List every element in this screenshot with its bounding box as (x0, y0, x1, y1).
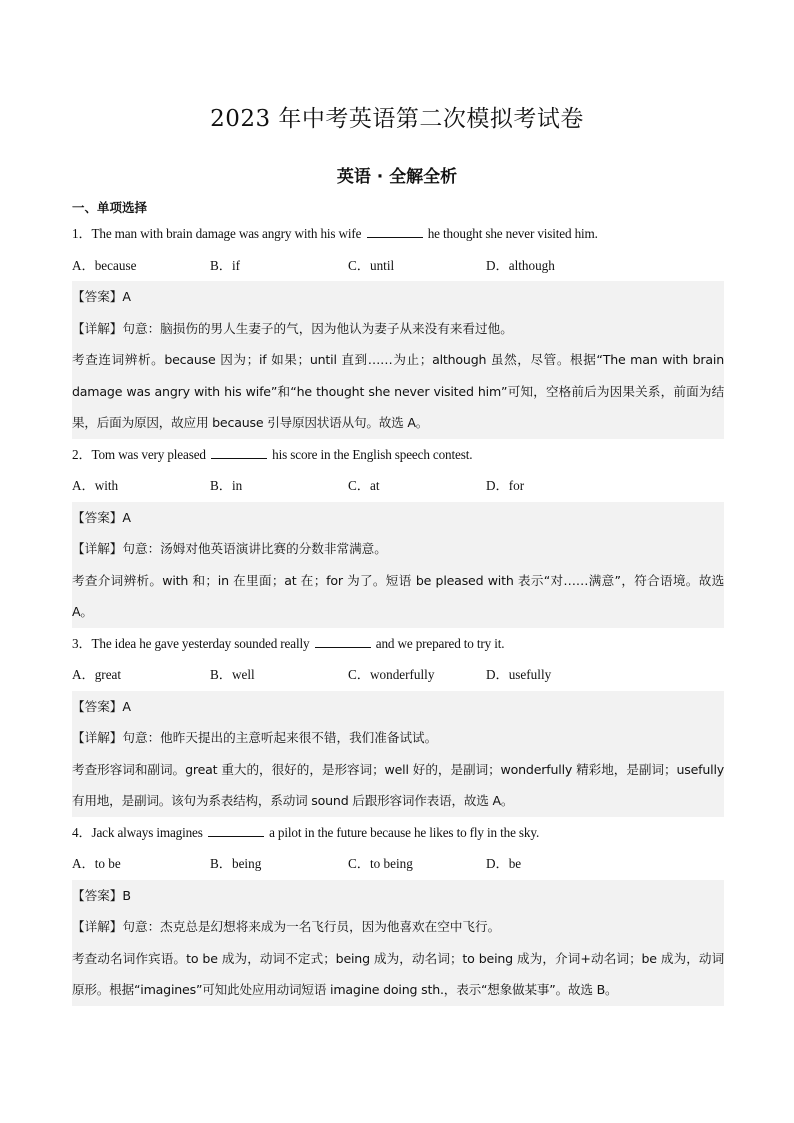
question-text-after: and we prepared to try it. (375, 635, 505, 651)
option-a: A．to be (72, 856, 121, 871)
option-a: A．because (72, 257, 137, 273)
option-b: B．well (210, 667, 255, 682)
option-c: C．until (348, 257, 395, 273)
answer-line: 【答案】A (72, 509, 131, 525)
detail-explanation: 考查动名词作宾语。to be 成为，动词不定式；being 成为，动名词；to being 成为，介词+动名词；be 成为，动词原形。根据“imagines”可知此处应用动词短语 imagine doing sth.，表示“想象做某事”。故选 B。 (72, 950, 724, 997)
answer-blank (211, 457, 267, 459)
question-number: 1． (72, 226, 92, 241)
detail-explanation: 考查介词辨析。with 和；in 在里面；at 在；for 为了。短语 be pleased with 表示“对……满意”，符合语境。故选 A。 (72, 572, 724, 619)
options-row (72, 470, 724, 502)
answer-block (72, 502, 724, 628)
page-subtitle: 英语 · 全解全析 (336, 167, 458, 187)
option-a: A．with (72, 478, 119, 493)
question-text-before: Tom was very pleased (91, 446, 206, 462)
detail-explanation: 考查连词辨析。because 因为；if 如果；until 直到……为止；although 虽然，尽管。根据“The man with brain damage was angry with his wife”和“he thought she never visited him”可知，空格前后为因果关系，前面为结果，后面为原因，故应用 because 引导原因状语从句。故选 A。 (72, 352, 724, 430)
detail-translation: 【详解】句意：他昨天提出的主意听起来很不错，我们准备试试。 (72, 730, 438, 745)
answer-blank (315, 646, 371, 648)
option-d: D．usefully (486, 667, 552, 682)
detail-translation: 【详解】句意：汤姆对他英语演讲比赛的分数非常满意。 (72, 541, 387, 556)
answer-line: 【答案】A (72, 698, 131, 714)
question-number: 3． (72, 635, 92, 651)
option-c: C．to being (348, 856, 413, 871)
answer-blank (367, 236, 423, 238)
question-stem (72, 817, 724, 849)
option-c: C．at (348, 478, 380, 493)
question-3 (72, 628, 724, 817)
option-d: D．be (486, 856, 522, 871)
detail-translation: 【详解】句意：脑损伤的男人生妻子的气，因为他认为妻子从来没有来看过他。 (72, 320, 513, 336)
question-text-after: he thought she never visited him. (427, 226, 598, 241)
answer-block (72, 691, 724, 817)
options-row (72, 848, 724, 880)
answer-block (72, 880, 724, 1006)
option-b: B．in (210, 478, 243, 493)
question-text-before: The man with brain damage was angry with his wife (91, 226, 362, 241)
option-b: B．being (210, 856, 262, 871)
section-heading: 一、单项选择 (72, 200, 148, 215)
option-d: D．although (486, 257, 555, 273)
options-row (72, 659, 724, 691)
answer-line: 【答案】A (72, 289, 131, 304)
question-number: 4． (72, 824, 92, 840)
question-4 (72, 817, 724, 1006)
option-c: C．wonderfully (348, 667, 435, 682)
question-text-before: The idea he gave yesterday sounded really (91, 635, 310, 651)
options-row (72, 250, 724, 282)
question-2 (72, 439, 724, 628)
question-stem (72, 218, 724, 250)
option-a: A．great (72, 667, 122, 682)
question-list (72, 218, 724, 1006)
detail-explanation: 考查形容词和副词。great 重大的，很好的，是形容词；well 好的，是副词；wonderfully 精彩地，是副词；usefully 有用地，是副词。该句为系表结构，系动词 sound 后跟形容词作表语，故选 A。 (72, 761, 724, 808)
question-text-after: a pilot in the future because he likes to fly in the sky. (269, 824, 540, 840)
question-1 (72, 218, 724, 439)
answer-blank (208, 835, 264, 837)
question-text-before: Jack always imagines (91, 824, 203, 840)
question-number: 2． (72, 446, 92, 462)
page-title: 2023 年中考英语第二次模拟考试卷 (210, 106, 584, 132)
detail-translation: 【详解】句意：杰克总是幻想将来成为一名飞行员，因为他喜欢在空中飞行。 (72, 919, 501, 934)
option-d: D．for (486, 478, 525, 493)
answer-line: 【答案】B (72, 887, 132, 903)
question-stem (72, 628, 724, 660)
answer-block (72, 281, 724, 439)
question-text-after: his score in the English speech contest. (272, 446, 473, 462)
question-stem (72, 439, 724, 471)
option-b: B．if (210, 257, 241, 273)
